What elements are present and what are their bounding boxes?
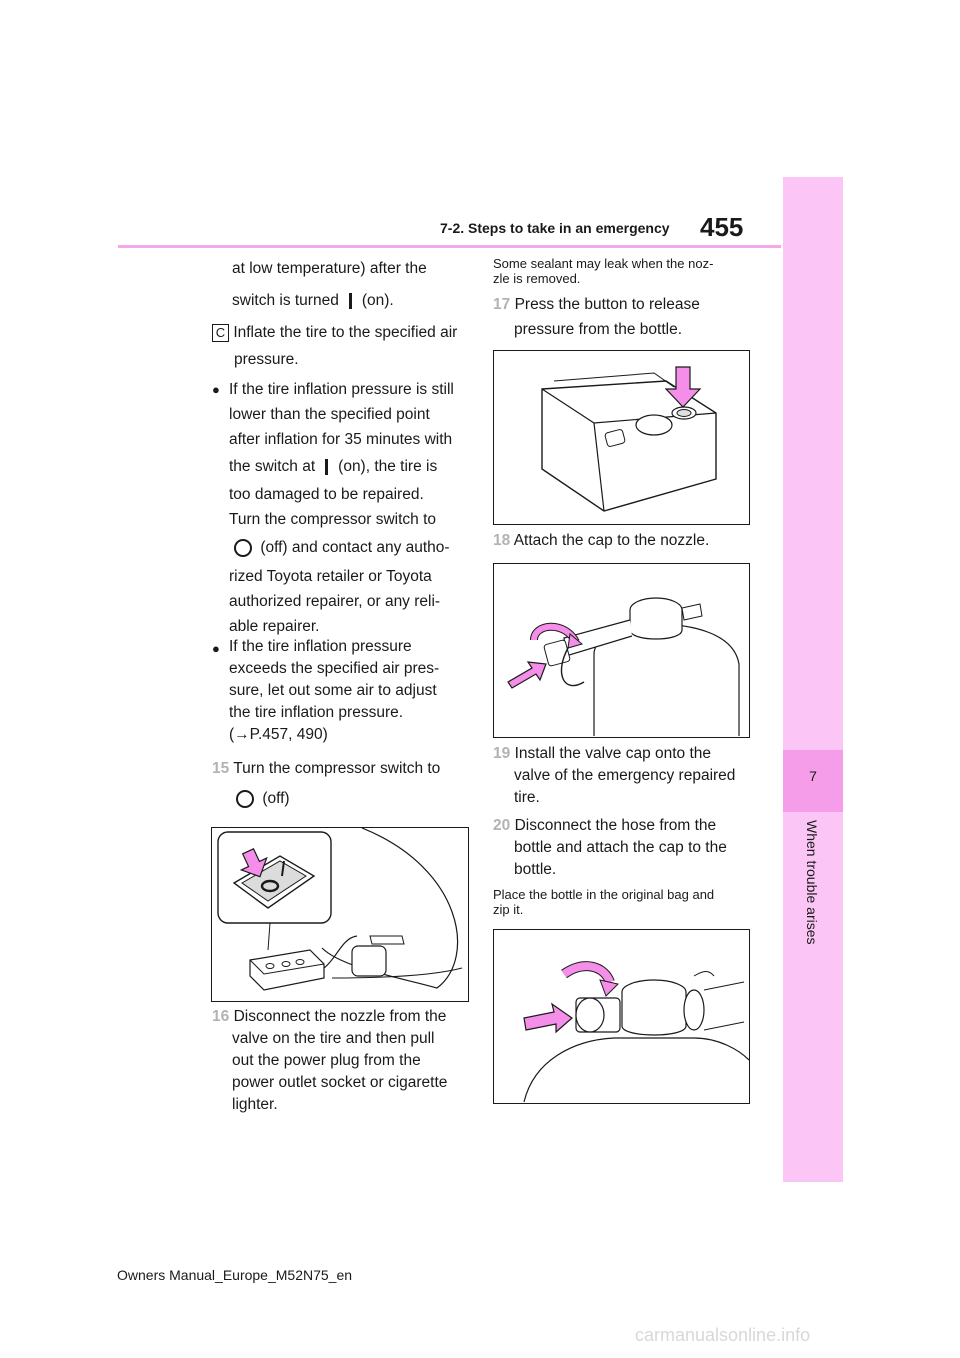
step-20-number: 20 (493, 817, 511, 834)
bullet-1-line-6: Turn the compressor switch to (229, 511, 437, 528)
step-19-line-3: tire. (514, 789, 540, 806)
step-18 (493, 528, 709, 554)
bullet-1-line-7 (234, 535, 450, 561)
step-15 (212, 756, 440, 782)
bullet-1-switch-text: the switch at (229, 458, 316, 475)
note-bag-line-2: zip it. (493, 902, 524, 917)
step-20-line-1: Disconnect the hose from the (514, 817, 717, 834)
chapter-side-tab (783, 177, 843, 1182)
footer-text: Owners Manual_Europe_M52N75_en (117, 1267, 353, 1283)
bullet-1-off-text: (off) and contact any autho- (260, 539, 450, 556)
bullet-1-line-8: rized Toyota retailer or Toyota (229, 568, 432, 585)
off-symbol-icon (234, 539, 252, 557)
figure-bottle-cap (493, 929, 750, 1104)
continued-text-on: (on). (361, 292, 394, 309)
step-19-line-1: Install the valve cap onto the (514, 745, 712, 762)
bullet-1-line-1: If the tire inflation pressure is still (229, 381, 454, 398)
step-16 (212, 1006, 446, 1028)
bullet-1-line-3: after inflation for 35 minutes with (229, 431, 453, 448)
step-19-number: 19 (493, 745, 511, 762)
bullet-2-line-2: exceeds the specified air pres- (229, 660, 440, 677)
step-16-number: 16 (212, 1008, 230, 1025)
nozzle-cap-illustration (494, 564, 749, 737)
step-15-text: Turn the compressor switch to (233, 760, 441, 777)
note-sealant-line-2: zle is removed. (493, 271, 581, 286)
continued-text-line-2 (232, 288, 394, 314)
chapter-number: 7 (809, 768, 817, 784)
step-15-number: 15 (212, 760, 230, 777)
step-16-line-1: Disconnect the nozzle from the (233, 1008, 447, 1025)
header-rule (118, 245, 781, 248)
bullet-2-line-3: sure, let out some air to adjust (229, 682, 437, 699)
watermark: carmanualsonline.info (635, 1325, 811, 1345)
chapter-title: When trouble arises (804, 820, 820, 945)
step-17-line-1: Press the button to release (514, 296, 700, 313)
bullet-2-line-1: If the tire inflation pressure (229, 638, 412, 655)
note-bag-line-1: Place the bottle in the original bag and (493, 887, 715, 902)
bullet-1-on-text: (on), the tire is (338, 458, 438, 475)
step-17-number: 17 (493, 296, 511, 313)
bullet-dot-icon: ● (212, 382, 220, 397)
step-20-line-2: bottle and attach the cap to the (514, 839, 727, 856)
step-15-line-2 (236, 786, 290, 812)
figure-compressor-switch (211, 827, 469, 1002)
bullet-dot-icon: ● (212, 641, 220, 656)
bullet-1 (212, 377, 220, 403)
step-18-number: 18 (493, 532, 511, 549)
bottle-cap-illustration (494, 930, 749, 1103)
step-c-line-1 (212, 320, 457, 346)
step-18-text: Attach the cap to the nozzle. (513, 532, 710, 549)
on-symbol-icon (349, 293, 352, 309)
off-symbol-icon (236, 790, 254, 808)
step-17 (493, 292, 700, 318)
bullet-1-line-2: lower than the specified point (229, 406, 430, 423)
step-20-line-3: bottle. (514, 861, 557, 878)
step-c-label: C (212, 324, 229, 342)
bullet-2-line-4: the tire inflation pressure. (229, 704, 404, 721)
note-sealant-line-1: Some sealant may leak when the noz- (493, 256, 714, 271)
bullet-1-line-5: too damaged to be repaired. (229, 486, 424, 503)
bullet-1-line-9: authorized repairer, or any reli- (229, 593, 441, 610)
step-19-line-2: valve of the emergency repaired (514, 767, 736, 784)
step-17-line-2: pressure from the bottle. (514, 321, 682, 338)
page-number: 455 (700, 212, 744, 242)
section-title: 7-2. Steps to take in an emergency (440, 220, 670, 236)
bottle-button-illustration (494, 351, 749, 524)
continued-text-line-1: at low temperature) after the (232, 260, 427, 277)
continued-text-switch: switch is turned (232, 292, 339, 309)
bullet-1-line-4 (229, 454, 437, 480)
step-16-line-2: valve on the tire and then pull (232, 1030, 435, 1047)
figure-attach-cap (493, 563, 750, 738)
step-15-off-text: (off) (262, 790, 290, 807)
step-c-text: Inflate the tire to the specified air (233, 324, 458, 341)
bullet-1-line-10: able repairer. (229, 618, 320, 635)
compressor-switch-illustration (212, 828, 468, 1001)
on-symbol-icon (325, 459, 328, 475)
step-16-line-4: power outlet socket or cigarette (232, 1074, 448, 1091)
figure-release-button (493, 350, 750, 525)
step-c-line-2: pressure. (234, 351, 299, 368)
step-16-line-5: lighter. (232, 1096, 278, 1113)
bullet-2-reference: (→P.457, 490) (229, 726, 328, 743)
bullet-2 (212, 636, 220, 662)
step-16-line-3: out the power plug from the (232, 1052, 421, 1069)
